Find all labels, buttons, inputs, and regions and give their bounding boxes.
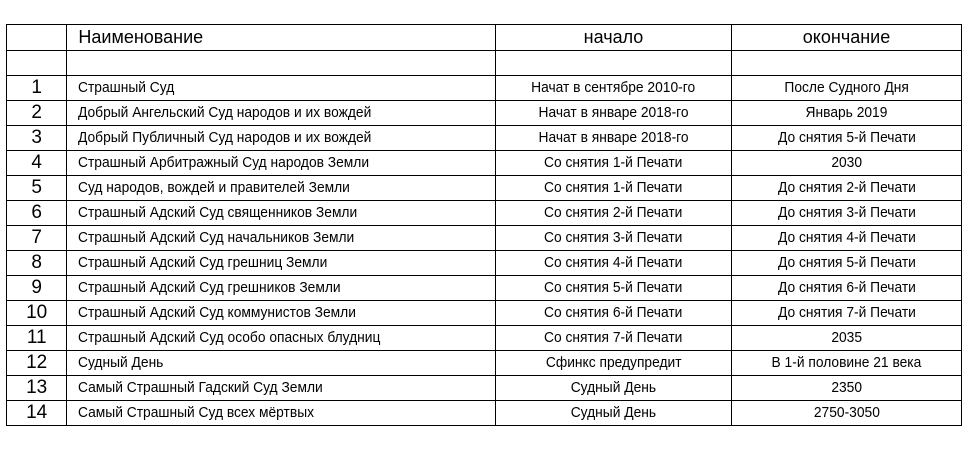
row-start-cell: [495, 301, 731, 326]
table-row: [7, 126, 962, 151]
row-start-text: Начат в январе 2018-го: [538, 104, 689, 121]
row-end-cell: [732, 201, 962, 226]
row-start-cell: [495, 276, 731, 301]
table-row: [7, 201, 962, 226]
row-start-cell: [495, 76, 731, 101]
row-end-cell: [732, 126, 962, 151]
row-start-text: Со снятия 3-й Печати: [544, 229, 683, 246]
row-name-cell: [67, 401, 496, 426]
table-row: [7, 151, 962, 176]
row-name-text: Страшный Адский Суд особо опасных блудниц: [78, 329, 381, 346]
row-name-text: Суд народов, вождей и правителей Земли: [78, 179, 351, 196]
row-num-cell: 12: [7, 351, 67, 376]
row-end-text: 2350: [831, 379, 862, 396]
row-end-text: До снятия 3-й Печати: [777, 204, 916, 221]
row-name-cell: [67, 276, 496, 301]
row-end-text: В 1-й половине 21 века: [771, 354, 922, 371]
row-start-text: Со снятия 6-й Печати: [544, 304, 683, 321]
row-name-cell: [67, 101, 496, 126]
header-num-cell: [7, 25, 67, 51]
row-name-cell: [67, 126, 496, 151]
table-row: [7, 351, 962, 376]
row-name-cell: [67, 226, 496, 251]
row-start-cell: [495, 101, 731, 126]
row-name-text: Страшный Адский Суд грешниц Земли: [78, 254, 328, 271]
row-end-cell: [732, 276, 962, 301]
row-name-text: Добрый Ангельский Суд народов и их вождей: [78, 104, 372, 121]
row-end-text: 2750-3050: [813, 404, 880, 421]
row-num-cell: 9: [7, 276, 67, 301]
row-name-cell: [67, 326, 496, 351]
row-num-cell: 14: [7, 401, 67, 426]
row-name-text: Самый Страшный Гадский Суд Земли: [78, 379, 324, 396]
row-name-text: Страшный Суд: [78, 79, 175, 96]
blank-cell: [7, 51, 67, 76]
row-end-cell: [732, 351, 962, 376]
row-num-cell: 8: [7, 251, 67, 276]
table-row: [7, 176, 962, 201]
blank-cell: [732, 51, 962, 76]
row-end-cell: [732, 376, 962, 401]
row-start-cell: [495, 226, 731, 251]
row-end-text: До снятия 6-й Печати: [777, 279, 916, 296]
header-start-text: начало: [583, 27, 644, 47]
row-num-cell: 7: [7, 226, 67, 251]
row-start-cell: [495, 151, 731, 176]
table-row: [7, 76, 962, 101]
blank-cell: [495, 51, 731, 76]
row-end-cell: [732, 101, 962, 126]
row-name-cell: [67, 376, 496, 401]
row-end-cell: [732, 326, 962, 351]
table-body: [7, 25, 962, 426]
row-name-cell: [67, 151, 496, 176]
row-end-cell: [732, 251, 962, 276]
row-end-text: До снятия 7-й Печати: [777, 304, 916, 321]
row-num-cell: 3: [7, 126, 67, 151]
table-row: [7, 376, 962, 401]
row-start-text: Со снятия 4-й Печати: [544, 254, 683, 271]
row-end-text: До снятия 4-й Печати: [777, 229, 916, 246]
row-end-text: Январь 2019: [805, 104, 888, 121]
header-end-text: окончание: [802, 27, 891, 47]
row-start-cell: [495, 351, 731, 376]
header-name-cell: [67, 25, 496, 51]
table-row: [7, 276, 962, 301]
blank-row: [7, 51, 962, 76]
header-start-cell: [495, 25, 731, 51]
row-num-cell: 1: [7, 76, 67, 101]
table-row: [7, 101, 962, 126]
row-start-text: Сфинкс предупредит: [545, 354, 682, 371]
schedule-table: [6, 24, 962, 426]
blank-cell: [67, 51, 496, 76]
row-start-text: Начат в сентябре 2010-го: [531, 79, 696, 96]
row-name-cell: [67, 76, 496, 101]
row-name-cell: [67, 201, 496, 226]
row-start-text: Со снятия 1-й Печати: [544, 179, 683, 196]
row-name-text: Страшный Адский Суд священников Земли: [78, 204, 358, 221]
row-num-cell: 6: [7, 201, 67, 226]
row-start-text: Со снятия 1-й Печати: [544, 154, 683, 171]
row-name-text: Добрый Публичный Суд народов и их вождей: [78, 129, 372, 146]
row-start-cell: [495, 251, 731, 276]
row-end-text: 2035: [831, 329, 862, 346]
row-start-cell: [495, 401, 731, 426]
table-row: [7, 226, 962, 251]
row-num-cell: 13: [7, 376, 67, 401]
row-end-text: 2030: [831, 154, 862, 171]
row-start-text: Начат в январе 2018-го: [538, 129, 689, 146]
row-start-cell: [495, 326, 731, 351]
row-end-text: После Судного Дня: [784, 79, 909, 96]
row-end-cell: [732, 226, 962, 251]
row-end-text: До снятия 5-й Печати: [777, 129, 916, 146]
row-num-cell: 10: [7, 301, 67, 326]
row-end-text: До снятия 5-й Печати: [777, 254, 916, 271]
header-end-cell: [732, 25, 962, 51]
row-name-cell: [67, 301, 496, 326]
row-name-cell: [67, 351, 496, 376]
row-end-text: До снятия 2-й Печати: [777, 179, 916, 196]
row-start-text: Со снятия 7-й Печати: [544, 329, 683, 346]
row-name-text: Страшный Адский Суд коммунистов Земли: [78, 304, 357, 321]
row-num-cell: 4: [7, 151, 67, 176]
table-row: [7, 251, 962, 276]
row-num-cell: 2: [7, 101, 67, 126]
row-start-cell: [495, 201, 731, 226]
row-name-cell: [67, 251, 496, 276]
row-name-text: Судный День: [78, 354, 164, 371]
row-end-cell: [732, 301, 962, 326]
row-name-text: Страшный Адский Суд начальников Земли: [78, 229, 355, 246]
header-name-text: Наименование: [78, 27, 204, 47]
row-start-text: Со снятия 2-й Печати: [544, 204, 683, 221]
table-row: [7, 301, 962, 326]
row-name-text: Страшный Адский Суд грешников Земли: [78, 279, 341, 296]
row-start-cell: [495, 376, 731, 401]
row-start-text: Судный День: [570, 379, 657, 396]
row-num-cell: 5: [7, 176, 67, 201]
row-name-cell: [67, 176, 496, 201]
row-end-cell: [732, 151, 962, 176]
row-end-cell: [732, 76, 962, 101]
row-name-text: Самый Страшный Суд всех мёртвых: [78, 404, 315, 421]
header-row: [7, 25, 962, 51]
row-name-text: Страшный Арбитражный Суд народов Земли: [78, 154, 370, 171]
row-num-cell: 11: [7, 326, 67, 351]
row-start-text: Со снятия 5-й Печати: [544, 279, 683, 296]
row-start-cell: [495, 126, 731, 151]
row-end-cell: [732, 176, 962, 201]
row-end-cell: [732, 401, 962, 426]
table-row: [7, 401, 962, 426]
row-start-text: Судный День: [570, 404, 657, 421]
row-start-cell: [495, 176, 731, 201]
table-row: [7, 326, 962, 351]
